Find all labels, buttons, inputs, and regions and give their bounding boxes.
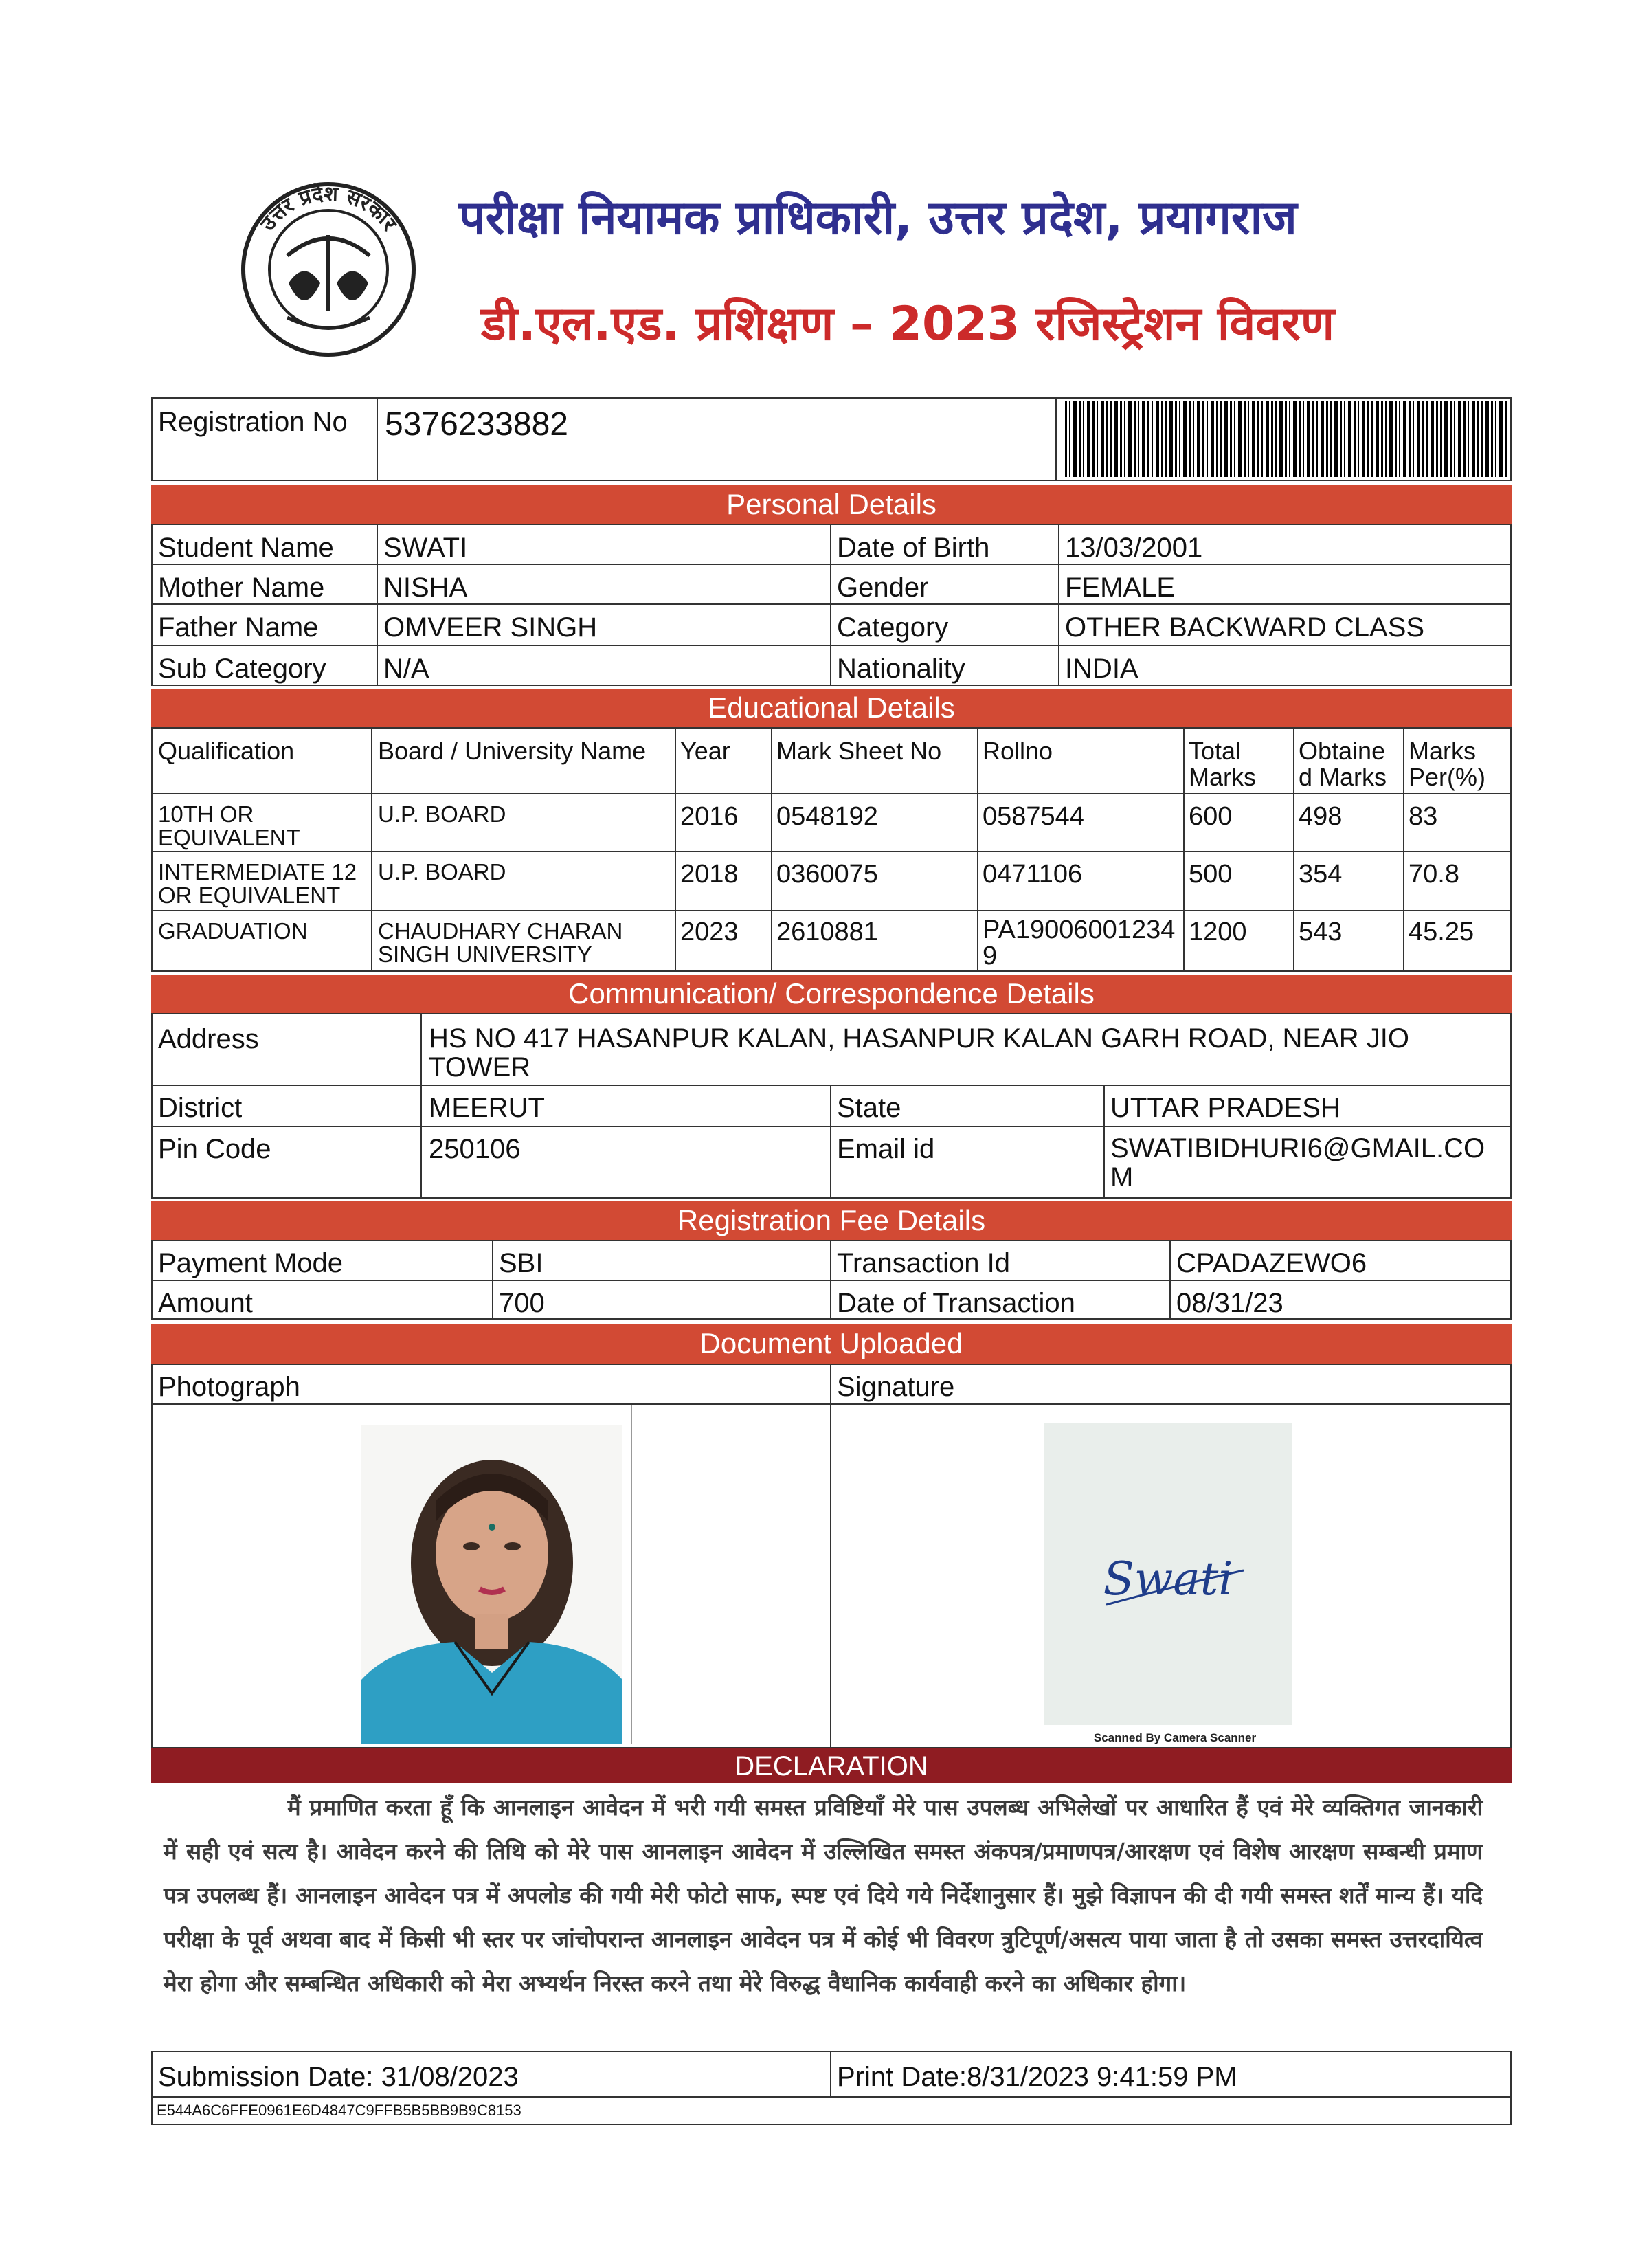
address-value: HS NO 417 HASANPUR KALAN, HASANPUR KALAN GARH ROAD, NEAR JIO TOWER	[429, 1023, 1410, 1082]
student-name-label: Student Name	[158, 533, 334, 563]
state-label: State	[837, 1093, 901, 1123]
personal-details-header: Personal Details	[151, 485, 1512, 524]
applicant-photograph	[352, 1405, 632, 1744]
edu-row3-percent: 45.25	[1409, 918, 1474, 946]
divider	[830, 1085, 831, 1199]
emblem-text: उत्तर प्रदेश सरकार	[256, 181, 402, 236]
district-label: District	[158, 1093, 243, 1123]
mother-name-value: NISHA	[383, 572, 468, 603]
payment-mode-value: SBI	[499, 1248, 543, 1278]
district-value: MEERUT	[429, 1093, 545, 1123]
documents-header: Document Uploaded	[151, 1324, 1512, 1364]
registration-number: 5376233882	[385, 406, 568, 443]
col-total-marks: Total Marks	[1189, 737, 1256, 791]
registration-label: Registration No	[158, 407, 348, 437]
edu-row2-year: 2018	[680, 860, 739, 889]
divider	[151, 645, 1512, 646]
edu-row1-marksheet: 0548192	[776, 802, 878, 831]
divider	[830, 2051, 831, 2096]
category-value: OTHER BACKWARD CLASS	[1065, 612, 1425, 643]
edu-row3-rollno: PA190060012349	[983, 915, 1176, 970]
edu-row3-obtained: 543	[1299, 918, 1343, 946]
address-label: Address	[158, 1024, 259, 1054]
declaration-text: मैं प्रमाणित करता हूँ कि आनलाइन आवेदन में भरी गयी समस्त प्रविष्टियाँ मेरे पास उपलब्ध अभिलेखों पर आधारित हैं एवं मेरे व्यक्तिगत जानकारी में सही एवं सत्य है। आवेदन करने की तिथि को मेरे पास आनलाइन आवेदन में उल्लिखित समस्त अंकपत्र/प्रमाणपत्र/आरक्षण एवं विशेष आरक्षण सम्बन्धी प्रमाण पत्र उपलब्ध हैं। आनलाइन आवेदन पत्र में अपलोड की गयी मेरी फोटो साफ, स्पष्ट एवं दिये गये निर्देशानुसार हैं। मुझे विज्ञापन की दी गयी समस्त शर्तें मान्य हैं। यदि परीक्षा के पूर्व अथवा बाद में किसी भी स्तर पर जांचोपरान्त आनलाइन आवेदन पत्र में कोई भी विवरण त्रुटिपूर्ण/असत्य पाया जाता है तो उसका समस्त उत्तरदायित्व मेरा होगा और सम्बन्धित अधिकारी को मेरा अभ्यर्थन निरस्त करने तथा मेरे विरुद्ध वैधानिक कार्यवाही करने का अधिकार होगा।	[164, 1794, 1483, 1997]
divider	[977, 727, 978, 972]
divider	[151, 1280, 1512, 1281]
transaction-id-value: CPADAZEWO6	[1176, 1248, 1367, 1278]
edu-row1-total: 600	[1189, 802, 1233, 831]
col-marksheet: Mark Sheet No	[776, 737, 942, 765]
col-board: Board / University Name	[378, 737, 647, 765]
nationality-label: Nationality	[837, 654, 965, 684]
divider	[377, 397, 378, 481]
up-government-emblem	[239, 180, 418, 359]
edu-row2-percent: 70.8	[1409, 860, 1459, 889]
divider	[151, 793, 1512, 794]
divider	[1055, 397, 1057, 481]
edu-row1-year: 2016	[680, 802, 739, 831]
signature-text: Swati	[1103, 1553, 1233, 1605]
edu-row2-qualification: INTERMEDIATE 12 OR EQUIVALENT	[158, 859, 357, 908]
col-year: Year	[680, 737, 730, 765]
divider	[830, 1240, 831, 1320]
divider	[1058, 524, 1059, 686]
divider	[1403, 727, 1404, 972]
divider	[1103, 1085, 1105, 1199]
divider	[771, 727, 772, 972]
divider	[420, 1013, 422, 1199]
barcode	[1065, 401, 1507, 477]
divider	[151, 564, 1512, 565]
photograph-label: Photograph	[158, 1372, 300, 1402]
edu-row3-board: CHAUDHARY CHARAN SINGH UNIVERSITY	[378, 918, 623, 967]
transaction-id-label: Transaction Id	[837, 1248, 1010, 1278]
divider	[1183, 727, 1185, 972]
transaction-date-label: Date of Transaction	[837, 1288, 1075, 1318]
divider	[151, 851, 1512, 852]
amount-label: Amount	[158, 1288, 253, 1318]
father-name-label: Father Name	[158, 612, 319, 643]
signature-label: Signature	[837, 1372, 955, 1402]
edu-row1-percent: 83	[1409, 802, 1438, 831]
edu-row3-year: 2023	[680, 918, 739, 946]
col-obtained-marks: Obtained Marks	[1299, 737, 1387, 791]
pin-code-label: Pin Code	[158, 1134, 271, 1164]
divider	[377, 524, 378, 686]
divider	[151, 1085, 1512, 1086]
document-hash: E544A6C6FFE0961E6D4847C9FFB5B5BB9B9C8153	[157, 2102, 521, 2119]
payment-mode-label: Payment Mode	[158, 1248, 344, 1278]
edu-row1-rollno: 0587544	[983, 802, 1084, 831]
edu-row2-rollno: 0471106	[983, 860, 1083, 889]
email-label: Email id	[837, 1134, 935, 1164]
divider	[675, 727, 676, 972]
divider	[151, 1126, 1512, 1127]
applicant-signature	[1044, 1423, 1292, 1746]
col-qualification: Qualification	[158, 737, 295, 765]
divider	[1169, 1240, 1171, 1320]
edu-row2-obtained: 354	[1299, 860, 1343, 889]
gender-label: Gender	[837, 572, 929, 603]
pin-code-value: 250106	[429, 1134, 521, 1164]
edu-row2-total: 500	[1189, 860, 1233, 889]
declaration-header: DECLARATION	[151, 1748, 1512, 1783]
divider	[151, 603, 1512, 605]
print-date: Print Date:8/31/2023 9:41:59 PM	[837, 2062, 1237, 2092]
col-marks-percent: Marks Per(%)	[1409, 737, 1486, 791]
nationality-value: INDIA	[1065, 654, 1138, 684]
edu-row3-total: 1200	[1189, 918, 1247, 946]
divider	[151, 2096, 1512, 2098]
divider	[1293, 727, 1294, 972]
category-label: Category	[837, 612, 949, 643]
sub-category-value: N/A	[383, 654, 429, 684]
transaction-date-value: 08/31/23	[1176, 1288, 1283, 1318]
edu-row2-marksheet: 0360075	[776, 860, 878, 889]
amount-value: 700	[499, 1288, 545, 1318]
fee-details-header: Registration Fee Details	[151, 1201, 1512, 1240]
dob-value: 13/03/2001	[1065, 533, 1203, 563]
divider	[830, 524, 831, 686]
col-rollno: Rollno	[983, 737, 1053, 765]
student-name-value: SWATI	[383, 533, 468, 563]
edu-row3-marksheet: 2610881	[776, 918, 878, 946]
divider	[830, 1364, 831, 1748]
edu-row1-board: U.P. BOARD	[378, 801, 506, 827]
divider	[371, 727, 372, 972]
scanner-note: Scanned By Camera Scanner	[1093, 1731, 1257, 1744]
mother-name-label: Mother Name	[158, 572, 325, 603]
state-value: UTTAR PRADESH	[1110, 1093, 1340, 1123]
gender-value: FEMALE	[1065, 572, 1176, 603]
dob-label: Date of Birth	[837, 533, 990, 563]
registration-details-title: डी.एल.एड. प्रशिक्षण – 2023 रजिस्ट्रेशन विवरण	[481, 297, 1335, 351]
divider	[151, 910, 1512, 911]
educational-details-header: Educational Details	[151, 689, 1512, 727]
sub-category-label: Sub Category	[158, 654, 326, 684]
edu-row1-obtained: 498	[1299, 802, 1343, 831]
edu-row1-qualification: 10TH OR EQUIVALENT	[158, 801, 300, 850]
father-name-value: OMVEER SINGH	[383, 612, 598, 643]
authority-title: परीक्षा नियामक प्राधिकारी, उत्तर प्रदेश, प्रयागराज	[459, 191, 1297, 245]
edu-row3-qualification: GRADUATION	[158, 918, 308, 944]
edu-row2-board: U.P. BOARD	[378, 859, 506, 885]
personal-details-table	[151, 524, 1512, 686]
submission-date: Submission Date: 31/08/2023	[158, 2062, 519, 2092]
email-value: SWATIBIDHURI6@GMAIL.COM	[1110, 1133, 1485, 1192]
svg-text:उत्तर प्रदेश सरकार	[256, 181, 402, 236]
communication-details-header: Communication/ Correspondence Details	[151, 975, 1512, 1013]
divider	[492, 1240, 493, 1320]
